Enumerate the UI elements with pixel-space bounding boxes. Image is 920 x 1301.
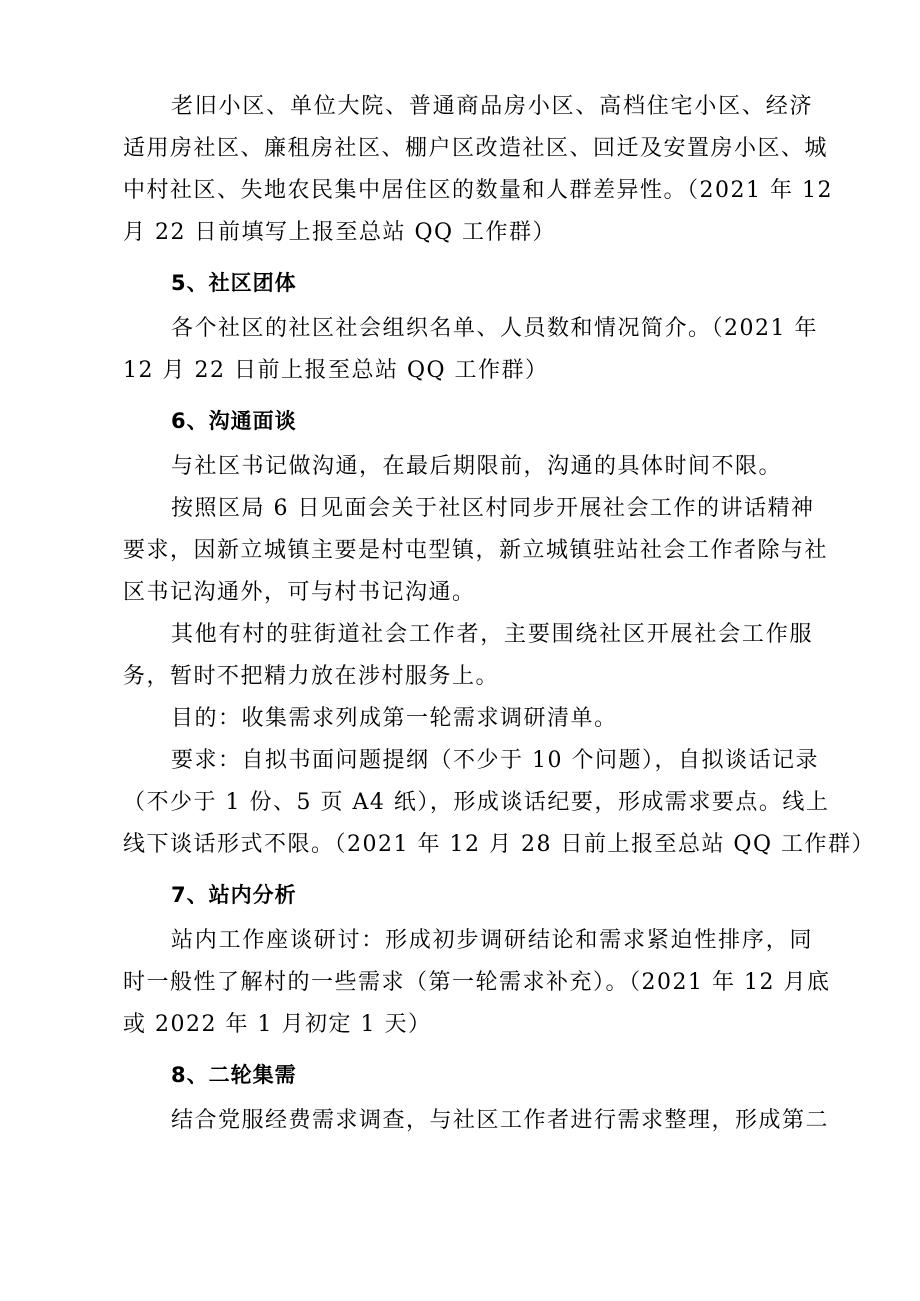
paragraph-line: 适用房社区、廉租房社区、棚户区改造社区、回迁及安置房小区、城	[123, 136, 829, 161]
paragraph-line: 月 22 日前填写上报至总站 QQ 工作群）	[123, 220, 557, 245]
paragraph-line: 结合党服经费需求调查，与社区工作者进行需求整理，形成第二	[171, 1108, 830, 1133]
paragraph-line: 线下谈话形式不限。（2021 年 12 月 28 日前上报至总站 QQ 工作群）	[123, 832, 876, 857]
section-heading: 6、沟通面谈	[171, 409, 297, 433]
paragraph-line: 或 2022 年 1 月初定 1 天）	[123, 1012, 432, 1037]
paragraph	[123, 614, 813, 698]
paragraph-line: 按照区局 6 日见面会关于社区村同步开展社会工作的讲话精神	[171, 496, 815, 521]
paragraph	[123, 308, 818, 392]
paragraph-line: 其他有村的驻街道社会工作者，主要围绕社区开展社会工作服	[171, 622, 813, 647]
section-heading: 8、二轮集需	[171, 1063, 297, 1087]
paragraph	[123, 488, 829, 614]
paragraph-line: 12 月 22 日前上报至总站 QQ 工作群）	[123, 358, 549, 383]
section-heading: 7、站内分析	[171, 883, 297, 907]
document-body	[123, 86, 876, 1142]
paragraph-line: 要求，因新立城镇主要是村屯型镇，新立城镇驻站社会工作者除与社	[123, 538, 829, 563]
paragraph-line: 区书记沟通外，可与村书记沟通。	[123, 580, 476, 605]
paragraph-line: 老旧小区、单位大院、普通商品房小区、高档住宅小区、经济	[171, 94, 813, 119]
paragraph-line: 中村社区、失地农民集中居住区的数量和人群差异性。（2021 年 12	[123, 178, 833, 203]
paragraph-line: 目的：收集需求列成第一轮需求调研清单。	[171, 706, 618, 731]
paragraph-line: 与社区书记做沟通，在最后期限前，沟通的具体时间不限。	[171, 454, 783, 479]
paragraph-line: 各个社区的社区社会组织名单、人员数和情况简介。（2021 年	[171, 316, 818, 341]
paragraph	[123, 698, 813, 740]
paragraph	[123, 446, 813, 488]
paragraph-line: 要求：自拟书面问题提纲（不少于 10 个问题），自拟谈话记录	[171, 748, 819, 773]
paragraph	[123, 86, 833, 254]
paragraph	[123, 740, 876, 866]
paragraph-line: 务，暂时不把精力放在涉村服务上。	[123, 664, 500, 689]
paragraph-line: 时一般性了解村的一些需求（第一轮需求补充）。（2021 年 12 月底	[123, 970, 831, 995]
section-heading: 5、社区团体	[171, 271, 297, 295]
paragraph-line: （不少于 1 份、5 页 A4 纸），形成谈话纪要，形成需求要点。线上	[123, 790, 830, 815]
paragraph	[123, 920, 831, 1046]
paragraph-line: 站内工作座谈研讨：形成初步调研结论和需求紧迫性排序，同	[171, 928, 813, 953]
paragraph	[123, 1100, 830, 1142]
